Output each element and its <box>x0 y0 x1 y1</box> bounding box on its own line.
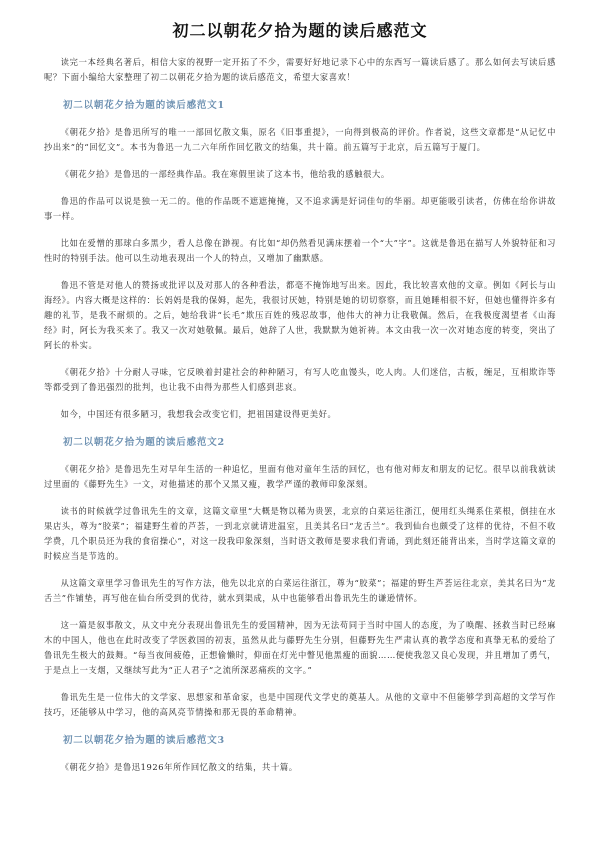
paragraph: 从这篇文章里学习鲁讯先生的写作方法，他先以北京的白菜运往浙江，尊为“胶菜”；福建的野生芦荟运往北京，美其名曰为“龙舌兰”作铺垫，再写他在仙台所受到的优待，就水到渠成，从中也能够看出鲁讯先生的谦逊情怀。 <box>44 578 556 603</box>
paragraph: 鲁迅的作品可以说是独一无二的。他的作品既不遮遮掩掩，又不追求满是好词佳句的华丽。却更能吸引读者，仿佛在给你讲故事一样。 <box>44 196 556 221</box>
paragraph: 《朝花夕拾》是鲁迅先生对早年生活的一种追忆，里面有他对童年生活的回忆，也有他对师友和朋友的记忆。很早以前我就读过里面的《藤野先生》一文，对他描述的那个又黑又瘦，教学严谨的教师印象深刻。 <box>44 464 556 489</box>
section-heading: 初二以朝花夕拾为题的读后感范文3 <box>63 735 225 746</box>
paragraph: 《朝花夕拾》是鲁迅所写的唯一一部回忆散文集，原名《旧事重提》，一向得到极高的评价。作者说，这些文章都是“从记忆中抄出来”的“回忆文”。本书为鲁迅一九二六年所作回忆散文的结集，共十篇。前五篇写于北京，后五篇写于厦门。 <box>44 127 556 152</box>
section-1 <box>44 97 556 422</box>
section-2 <box>44 434 556 720</box>
intro-paragraph: 读完一本经典名著后，相信大家的视野一定开拓了不少，需要好好地记录下心中的东西写一篇读后感了。那么如何去写读后感呢？下面小编给大家整理了初二以朝花夕拾为题的读后感范文，希望大家喜欢！ <box>44 57 556 82</box>
paragraph: 鲁讯先生是一位伟大的文学家、思想家和革命家，也是中国现代文学史的奠基人。从他的文章中不但能够学到高超的文学写作技巧，还能够从中学习，他的高风亮节情操和那无畏的革命精神。 <box>44 692 556 717</box>
paragraph: 比如在爱憎的那球白多黑少，看人总像在渺视。有比如“却仍然看见满床摆着一个“大”字”。这就是鲁迅在描写人外貌特征和习性时的特别手法。他可以生动地表现出一个人的特点，又增加了幽默感。 <box>44 238 556 263</box>
paragraph: 读书的时候就学过鲁讯先生的文章，这篇文章里“大概是物以稀为贵罢，北京的白菜运往浙江，便用红头绳系住菜根，倒挂在水果店头，尊为“胶菜”；福建野生着的芦荟，一到北京就请进温室，且美其名曰“龙舌兰”。我到仙台也颇受了这样的优待，不但不收学费，几个职员还为我的食宿操心”，对这一段我印象深刻，当时语文教师是要求我们背诵，到此刻还能背出来，当时学这篇文章的时候应当是节选的。 <box>44 506 556 561</box>
section-3 <box>44 732 556 775</box>
paragraph: 这一篇是叙事散文，从文中充分表现出鲁讯先生的爱国精神，因为无法苟同于当时中国人的态度，为了唤醒、拯救当时已经麻木的中国人，他也在此时改变了学医救国的初衷，虽然从此与藤野先生分别，但藤野先生严肃认真的教学态度和真挚无私的爱给了鲁讯先生极大的鼓舞。“每当夜间疲倦，正想偷懒时，仰面在灯光中瞥见他黑瘦的面貌……便使我忽又良心发现，并且增加了勇气，于是点上一支烟，又继续写此为“正人君子”之流所深恶痛疾的文字。” <box>44 620 556 675</box>
paragraph: 《朝花夕拾》是鲁迅的一部经典作品。我在寒假里读了这本书，他给我的感触很大。 <box>60 169 390 179</box>
paragraph: 如今，中国还有很多陋习，我想我会改变它们，把祖国建设得更美好。 <box>60 409 337 419</box>
paragraph: 鲁迅不管是对他人的赞扬或批评以及对那人的各种看法，都毫不掩饰地写出来。因此，我比较喜欢他的文章。例如《阿长与山海经》。内容大概是这样的：长妈妈是我的保姆，起先，我很讨厌她，特别是她的切切察察，而且她睡相很不好，但她也懂得许多有趣的礼节，是我不耐烦的。之后，她给我讲“长毛”欺压百姓的残忍故事，他伟大的神力让我敬佩。然后，在我极度渴望者《山海经》时，阿长为我买来了。我又一次对她敬佩。最后，她辞了人世，我默默为她祈祷。本文由我一次一次对她态度的转变，突出了阿长的朴实。 <box>44 280 556 350</box>
paragraph: 《朝花夕拾》是鲁迅1926年所作回忆散文的结集，共十篇。 <box>60 762 298 772</box>
paragraph: 《朝花夕拾》十分耐人寻味，它反映着封建社会的种种陋习，有写人吃血馒头，吃人肉。人们迷信，古板，缠足，互相欺诈等等都受到了鲁迅强烈的批判，也让我不由得为那些人们感到悲哀。 <box>44 367 556 392</box>
page-title: 初二以朝花夕拾为题的读后感范文 <box>172 21 428 40</box>
section-heading: 初二以朝花夕拾为题的读后感范文1 <box>63 100 225 111</box>
section-heading: 初二以朝花夕拾为题的读后感范文2 <box>63 437 225 448</box>
